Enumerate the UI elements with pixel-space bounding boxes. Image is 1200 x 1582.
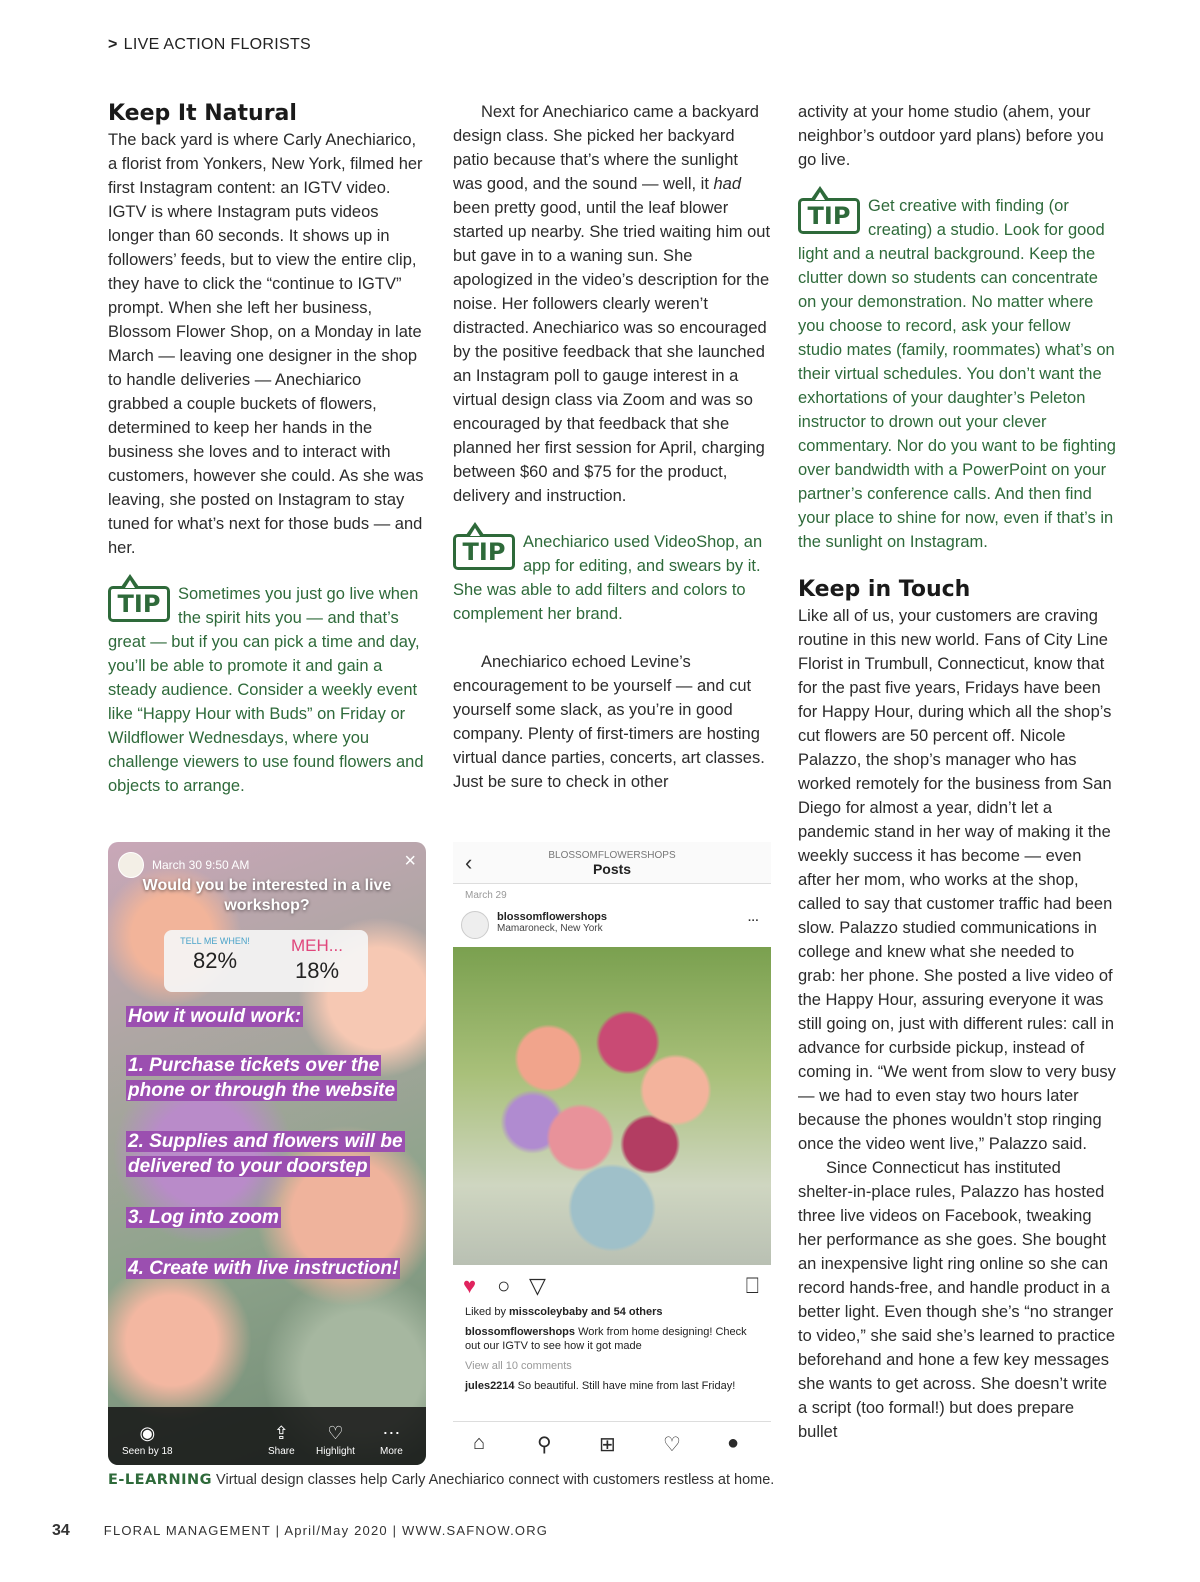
avatar [461,911,489,939]
col3-paragraph-3: Since Connecticut has instituted shelter-in-place rules, Palazzo has hosted three live videos on Facebook, tweaking her performance as she goes. She bought an inexpensive light ring online so she can record hands-free, and handle product in a better light. Even though she’s “no stranger to video,” she said she’s learned to practice beforehand and hone a few key messages she wants to get across. She doesn’t write a script (too formal!) but does prepare bullet [798,1159,1116,1441]
post-actions [453,1265,771,1305]
poll-option-2-percent: 18% [294,958,340,983]
search-icon: ⚲ [537,1434,552,1456]
tip-badge-icon: TIP [798,198,860,234]
column-2 [453,100,771,794]
likes-user: misscoleybaby [509,1306,588,1318]
col2-paragraph-1 [453,100,771,508]
tip-text-3: Get creative with finding (or creating) a studio. Look for good light and a neutral background. Keep the clutter down so students can concentrate on your demonstration. No matter where you choose to record, ask your fellow studio mates (family, roommates) what’s on their virtual schedules. You don’t want the exhortations of your daughter’s Peleton instructor to drown out your clever commentary. Nor do you want to be fighting over bandwidth with a PowerPoint on your partner’s conference calls. And then find your place to shine for now, even if that’s in the sunlight on Instagram. [798,197,1116,551]
post-username: blossomflowershops [497,911,608,923]
figure-caption [108,1472,774,1488]
story-bottom-bar [108,1407,426,1465]
section-title: LIVE ACTION FLORISTS [123,36,312,53]
avatar [118,852,144,878]
col2-p1-start: Next for Anechiarico came a backyard design class. She picked her backyard patio because that’s where the sunlight was good, and the sound — well, it [453,103,759,193]
likes-suffix: and 54 others [587,1306,663,1318]
post-header [453,842,771,884]
seen-by-label: Seen by 18 [122,1446,173,1457]
column-1 [108,100,426,798]
tip-badge-icon: TIP [108,586,170,622]
step-3: 3. Log into zoom [128,1207,279,1228]
comment-icon: ○ [497,1273,511,1298]
col1-body: The back yard is where Carly Anechiarico, a florist from Yonkers, New York, filmed her first Instagram content: an IGTV video. IGTV is where Instagram puts videos longer than 60 seconds. It shows up in followers’ feeds, but to view the entire clip, they have to click the “continue to IGTV” prompt. When she left her business, Blossom Flower Shop, on a Monday in late March — leaving one designer in the shop to handle deliveries — Anechiarico grabbed a couple buckets of flowers, determined to keep her hands in the business she loves and to interact with customers, however she could. As she was leaving, she posted on Instagram to stay tuned for what’s next for those buds — and her. [108,131,424,557]
post-bottom-nav [453,1421,771,1465]
more-action [380,1423,403,1457]
col2-p1-emphasis: had [713,175,742,193]
close-icon: × [404,850,416,872]
flower-arrangement-photo [453,947,771,1265]
post-caption [465,1325,759,1353]
more-icon: ⋯ [382,1423,401,1443]
instagram-story-image [108,842,426,1465]
heading-keep-in-touch: Keep in Touch [798,577,971,602]
poll-option-1 [164,930,266,992]
instagram-post-image [453,842,771,1465]
caption-label: E-LEARNING [108,1472,213,1488]
comment [465,1379,759,1393]
tip-box-1 [108,582,426,798]
poll-option-1-label: TELL ME WHEN! [180,936,250,946]
col2-paragraph-2: Anechiarico echoed Levine’s encouragement to be yourself — and cut yourself some slack, as you’re in good company. Plenty of first-timers are hosting virtual dance parties, concerts, art classes. Just be sure to check in other [453,653,765,791]
col2-p1-end: been pretty good, until the leaf blower started up nearby. She tried waiting him out but gave in to a waning sun. She apologized in the video’s description for the noise. Her followers clearly weren’t distracted. Anechiarico was so encouraged by the positive feedback that she launched an Instagram poll to gauge interest in a virtual design class via Zoom and was so encouraged by that feedback that she planned her first session for April, charging between $60 and $75 for the product, delivery and instruction. [453,199,771,505]
home-icon: ⌂ [473,1432,486,1454]
post-title: Posts [592,861,632,877]
story-steps [126,1004,416,1307]
section-header [108,36,311,54]
step-heading: How it would work: [128,1006,302,1027]
heart-outline-icon: ♡ [663,1434,681,1456]
heart-circle-icon: ♡ [327,1423,344,1443]
story-question: Would you be interested in a live workshop? [142,877,392,914]
tip-box-2 [453,530,771,626]
heading-keep-it-natural: Keep It Natural [108,101,297,126]
footer-text: FLORAL MANAGEMENT | April/May 2020 | WWW.SAFNOW.ORG [103,1523,549,1538]
heart-icon: ♥ [463,1273,477,1298]
poll-option-2-label: MEH... [291,936,343,955]
share-label: Share [268,1446,295,1457]
back-chevron-icon: ‹ [465,850,473,875]
tip-badge-icon: TIP [453,534,515,570]
tip-text-2: Anechiarico used VideoShop, an app for editing, and swears by it. She was able to add filters and colors to complement her brand. [453,533,763,623]
likes-prefix: Liked by [465,1306,510,1318]
poll-option-1-percent: 82% [192,948,238,973]
caption-text: Virtual design classes help Carly Anechiarico connect with customers restless at home. [212,1472,775,1488]
page-number: 34 [52,1522,70,1539]
post-text [453,1305,771,1393]
page-footer [52,1522,548,1540]
post-likes [465,1305,759,1319]
highlight-label: Highlight [316,1446,355,1457]
comment-user: jules2214 [465,1380,515,1392]
chevron-right-icon: > [108,36,118,53]
caption-user: blossomflowershops [465,1326,576,1338]
send-icon: ▽ [529,1273,546,1298]
add-icon: ⊞ [599,1434,616,1456]
share-action [268,1423,295,1457]
story-header [118,852,249,878]
post-location: Mamaroneck, New York [497,923,603,934]
more-icon: ··· [748,915,759,927]
eye-icon: ◉ [139,1423,156,1443]
post-account: BLOSSOMFLOWERSHOPS [548,850,676,861]
column-3 [798,100,1116,1444]
bookmark-icon: ⎕ [745,1273,759,1298]
profile-avatar-icon: ● [727,1432,740,1454]
tip-text-1: Sometimes you just go live when the spirit hits you — and that’s great — but if you can pick a time and day, you’ll be able to promote it and gain a steady audience. Consider a weekly event like “Happy Hour with Buds” on Friday or Wildflower Wednesdays, where you challenge viewers to use found flowers and objects to arrange. [108,585,424,795]
col3-paragraph-2: Like all of us, your customers are craving routine in this new world. Fans of City Line Florist in Trumbull, Connecticut, know that for the past five years, Fridays have been for Happy Hour, during which all the shop’s cut flowers are 50 percent off. Nicole Palazzo, the shop’s manager who has worked remotely for the business from San Diego for almost a year, didn’t let a pandemic stand in her way of making it the weekly success it has become — even after her mom, who works at the shop, called to say that customer traffic had been slow. Palazzo studied communications in college and knew what she needed to grab: her phone. She posted a live video of the Happy Hour, assuring everyone it was still going on, just with different rules: call in advance for curbside pickup, instead of coming in. “We went from slow to very busy — we had to even stay two hours later because the phones wouldn’t stop ringing once the video went live,” Palazzo said. [798,607,1116,1153]
step-4: 4. Create with live instruction! [128,1258,399,1279]
seen-by [122,1423,173,1457]
caption-text: Work from home designing! Check out our IGTV to see how it got made [465,1326,747,1352]
more-label: More [380,1446,403,1457]
poll-option-2 [266,930,368,992]
story-timestamp: March 30 9:50 AM [152,858,250,872]
col3-paragraph-1: activity at your home studio (ahem, your neighbor’s outdoor yard plans) before you go live. [798,103,1104,169]
highlight-action [316,1423,355,1457]
step-2: 2. Supplies and flowers will be delivered to your doorstep [128,1131,403,1177]
share-icon: ⇪ [273,1423,289,1443]
post-date: March 29 [465,890,507,901]
step-1: 1. Purchase tickets over the phone or through the website [128,1055,396,1101]
poll-widget [164,930,368,992]
comment-text: So beautiful. Still have mine from last Friday! [514,1380,736,1392]
tip-box-3 [798,194,1116,554]
post-user [453,907,771,947]
view-comments: View all 10 comments [465,1360,572,1372]
